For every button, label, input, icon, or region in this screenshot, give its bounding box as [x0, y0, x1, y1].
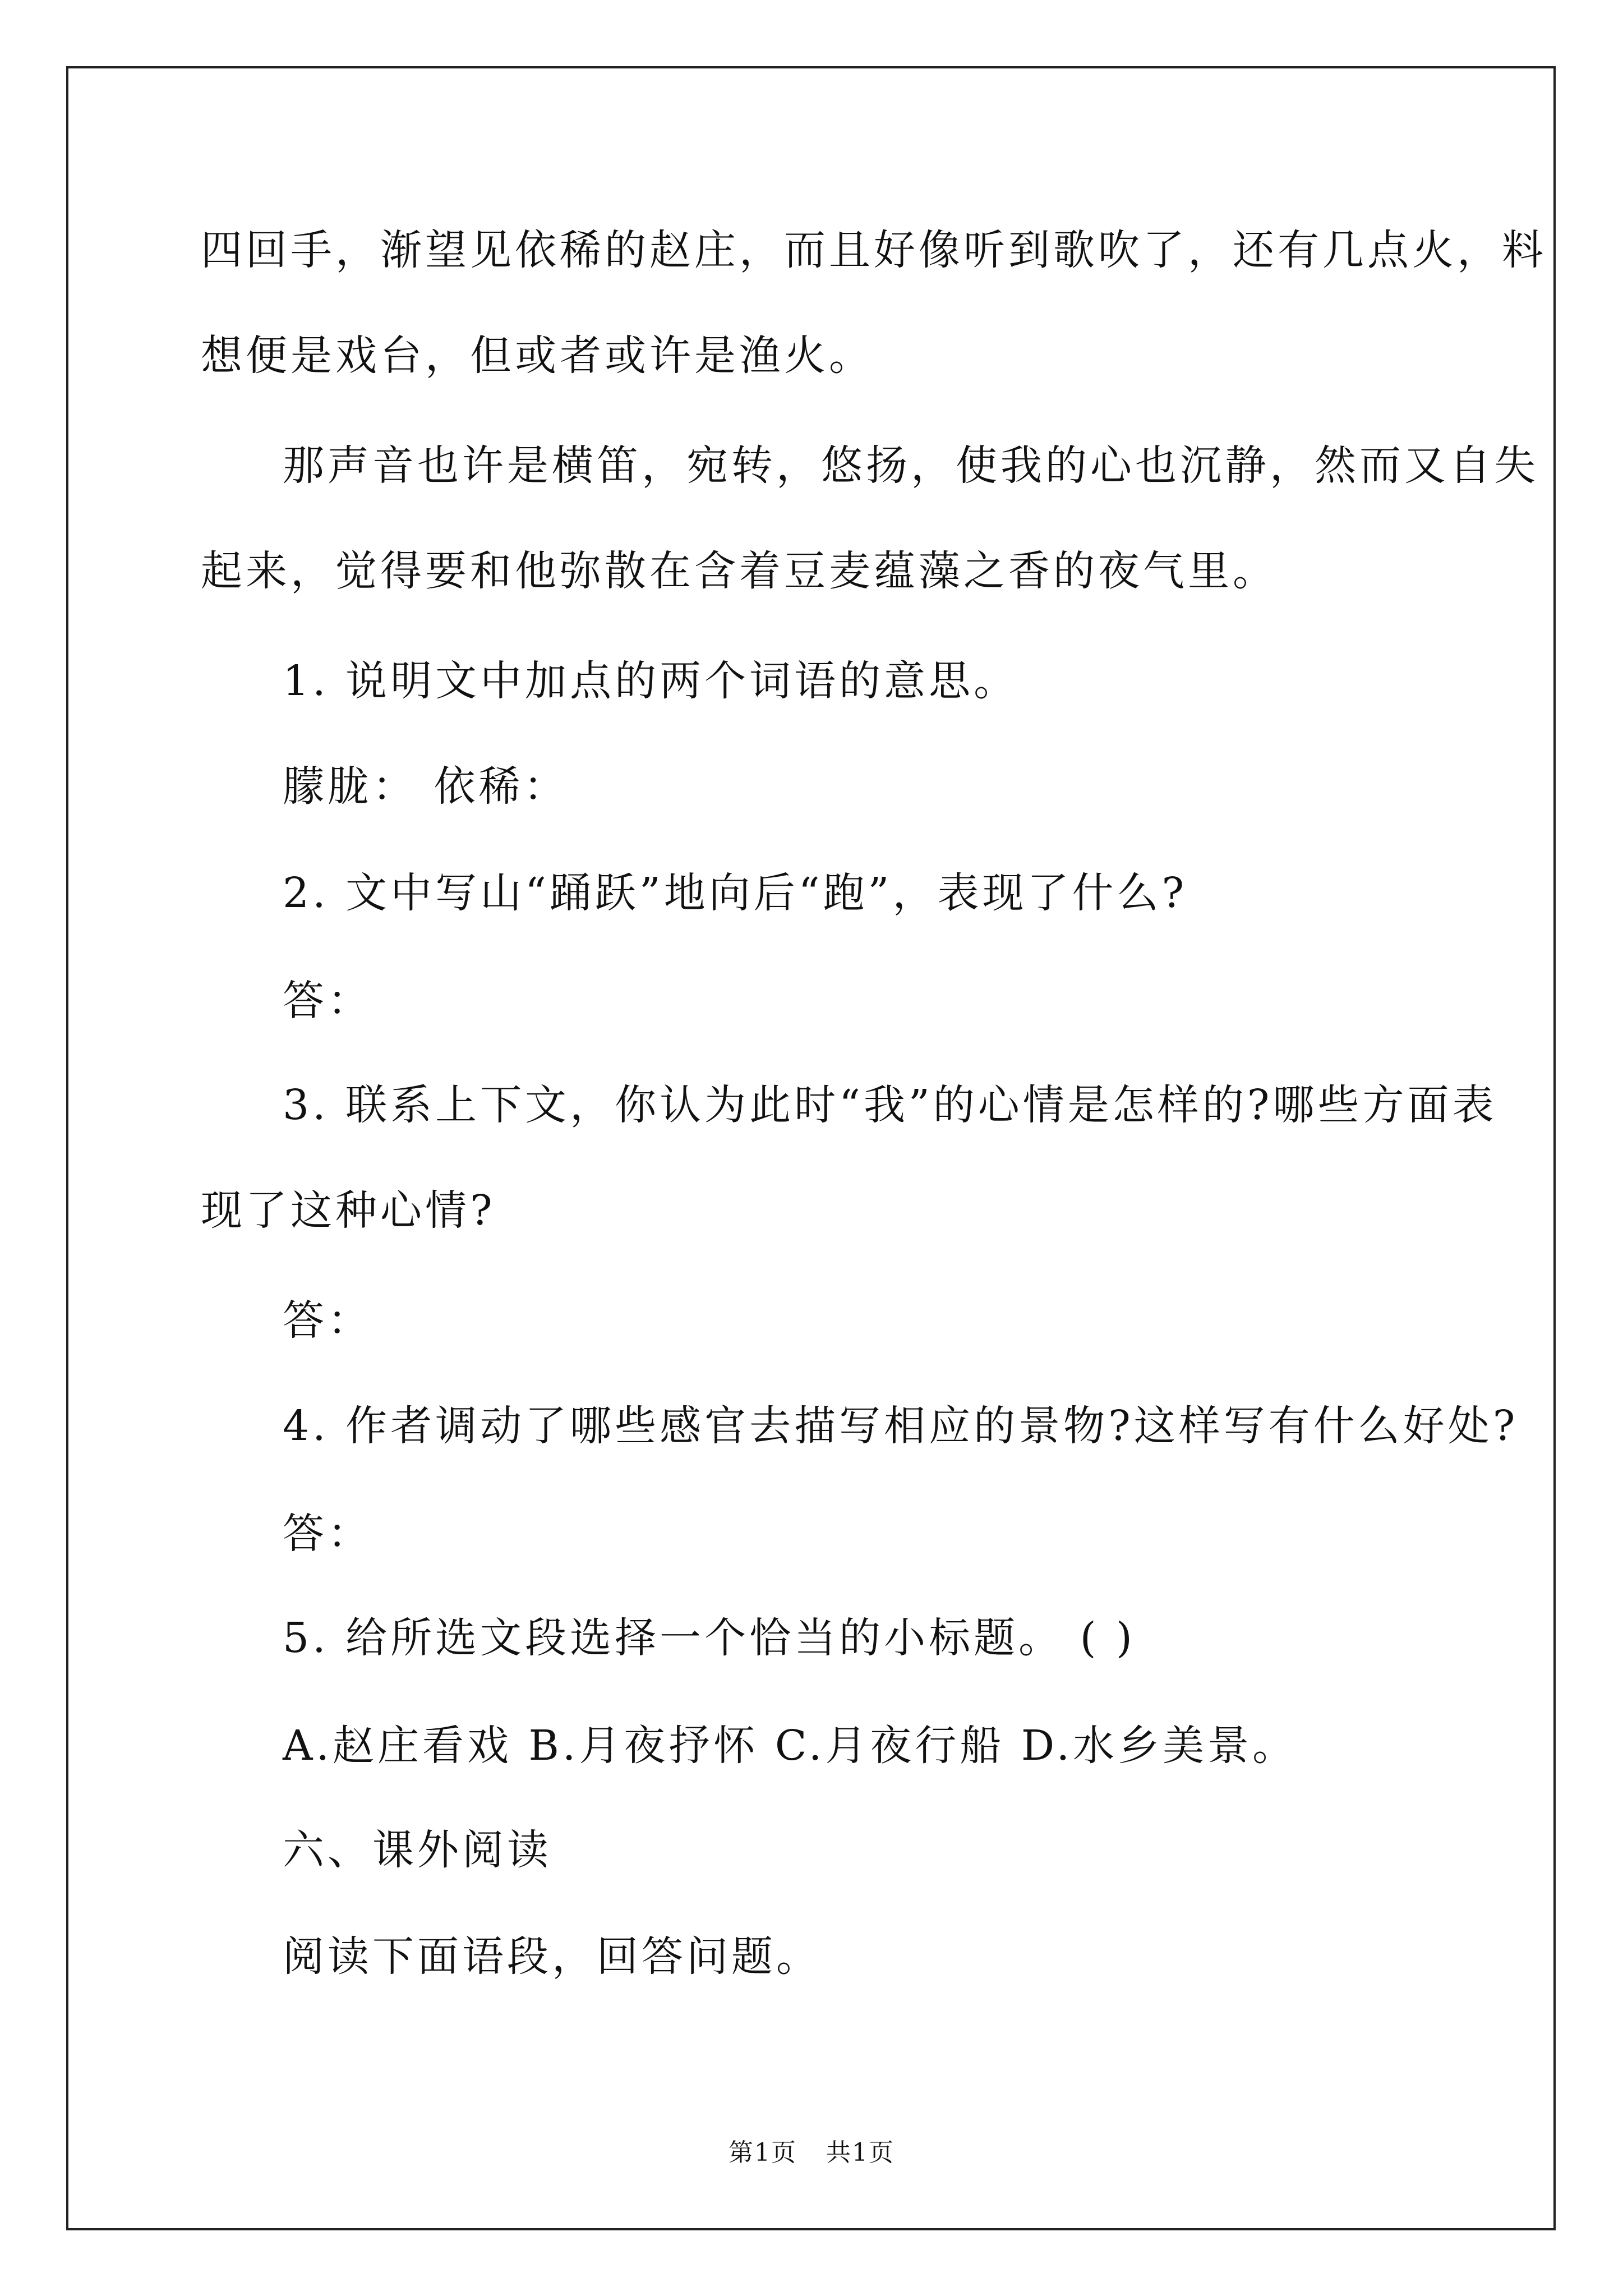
answer-label-3: 答： — [283, 1510, 372, 1558]
footer-page-number: 第1页 — [728, 2138, 797, 2167]
question-1: 1. 说明文中加点的两个词语的意思。 — [283, 657, 1019, 705]
answer-label-2: 答： — [283, 1296, 372, 1345]
answer-label-1: 答： — [283, 977, 372, 1025]
paragraph-2-line-1: 那声音也许是横笛，宛转，悠扬，使我的心也沉静，然而又自失 — [283, 441, 1539, 490]
footer-total-pages: 共1页 — [826, 2138, 895, 2167]
paragraph-1-line-1: 四回手，渐望见依稀的赵庄，而且好像听到歌吹了，还有几点火，料 — [201, 226, 1547, 274]
question-5-options: A.赵庄看戏 B.月夜抒怀 C.月夜行船 D.水乡美景。 — [283, 1722, 1298, 1770]
paragraph-2-line-2: 起来，觉得要和他弥散在含着豆麦蕴藻之香的夜气里。 — [201, 547, 1278, 595]
question-2: 2. 文中写山“踊跃”地向后“跑”，表现了什么? — [283, 869, 1188, 917]
question-3-line-1: 3. 联系上下文，你认为此时“我”的心情是怎样的?哪些方面表 — [283, 1081, 1497, 1129]
paragraph-1-line-2: 想便是戏台，但或者或许是渔火。 — [201, 332, 874, 380]
page-footer — [0, 2136, 1623, 2170]
page-border — [66, 66, 1556, 2230]
question-4: 4. 作者调动了哪些感官去描写相应的景物?这样写有什么好处? — [283, 1402, 1519, 1450]
question-1-answer-line: 朦胧： 依稀： — [283, 762, 569, 811]
question-3-line-2: 现了这种心情? — [201, 1186, 496, 1235]
reading-instruction: 阅读下面语段，回答问题。 — [283, 1932, 821, 1981]
question-5: 5. 给所选文段选择一个恰当的小标题。 ( ) — [283, 1614, 1136, 1662]
section-heading: 六、课外阅读 — [283, 1826, 552, 1874]
